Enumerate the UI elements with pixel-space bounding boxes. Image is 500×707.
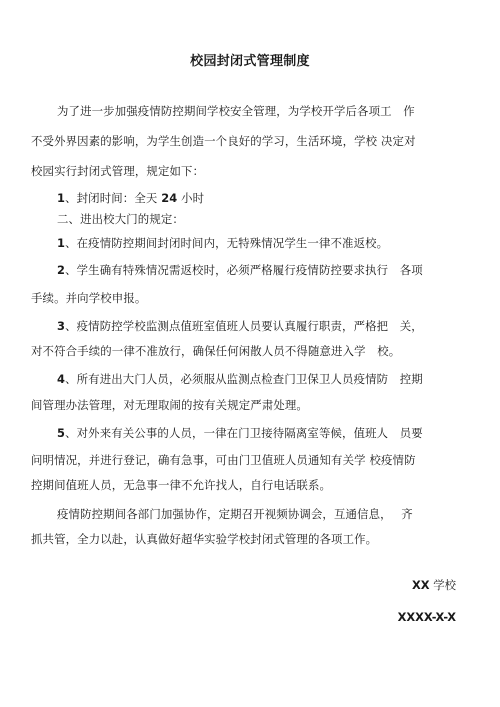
closure-text-b: 小时: [177, 191, 205, 205]
rule-5-line-3: 控期间值班人员，无急事一律不允许找人，自行电话联系。: [31, 478, 332, 492]
rule-3-line-1: [57, 318, 423, 334]
rule-5-line-2: 问明情况，并进行登记，确有急事，可由门卫值班人员通知有关学 校疫情防: [31, 453, 416, 467]
rule-4-line-2: 间管理办法管理，对无理取闹的按有关规定严肃处理。: [31, 398, 308, 412]
signature-date: [398, 610, 456, 624]
intro-line-1: 为了进一步加强疫情防控期间学校安全管理，为学校开学后各项工 作: [57, 104, 415, 118]
intro-line-2: 不受外界因素的影响，为学生创造一个良好的学习，生活环境，学校 决定对: [31, 134, 416, 148]
closing-line-1: 疫情防控期间各部门加强协作，定期召开视频协调会，互通信息， 齐: [57, 507, 413, 521]
closing-line-2: 抓共管，全力以赴，认真做好超华实验学校封闭式管理的各项工作。: [31, 532, 378, 546]
signature-school: [412, 577, 456, 593]
rule-2-line-1: [57, 262, 423, 278]
rule-3-line-2: 对不符合手续的一律不准放行，确保任何闲散人员不得随意进入学 校。: [31, 344, 401, 358]
item-number: 5: [57, 426, 66, 440]
item-number: 2: [57, 263, 66, 277]
closure-time-item: [57, 190, 204, 206]
rule-text: 、学生确有特殊情况需返校时，必须严格履行疫情防控要求执行 各项: [65, 263, 423, 277]
item-number: 1: [57, 236, 66, 250]
closure-text-a: 、封闭时间：全天: [65, 191, 162, 205]
rule-5-line-1: [57, 425, 423, 441]
school-name-placeholder: XX: [412, 578, 430, 592]
date-placeholder: XXXX-X-X: [397, 610, 456, 624]
rule-2-line-2: 手续。并向学校申报。: [31, 291, 147, 305]
section-2-heading: 二、进出校大门的规定：: [57, 212, 184, 226]
intro-line-3: 校园实行封闭式管理，规定如下：: [31, 164, 205, 178]
item-number: 3: [57, 319, 66, 333]
closure-hours: 24: [161, 191, 178, 205]
rule-text: 、疫情防控学校监测点值班室值班人员要认真履行职责，严格把 关，: [65, 319, 423, 333]
rule-text: 、所有进出大门人员，必须服从监测点检查门卫保卫人员疫情防 控期: [65, 372, 423, 386]
rule-text: 、对外来有关公事的人员，一律在门卫接待隔离室等候，值班人 员要: [65, 426, 423, 440]
rule-4-line-1: [57, 371, 423, 387]
school-suffix: 学校: [429, 578, 456, 592]
item-number: 4: [57, 372, 66, 386]
rule-text: 、在疫情防控期间封闭时间内，无特殊情况学生一律不准返校。: [65, 236, 389, 250]
item-number: 1: [57, 191, 66, 205]
rule-1-line-1: [57, 235, 388, 251]
document-title: 校园封闭式管理制度: [190, 54, 310, 69]
